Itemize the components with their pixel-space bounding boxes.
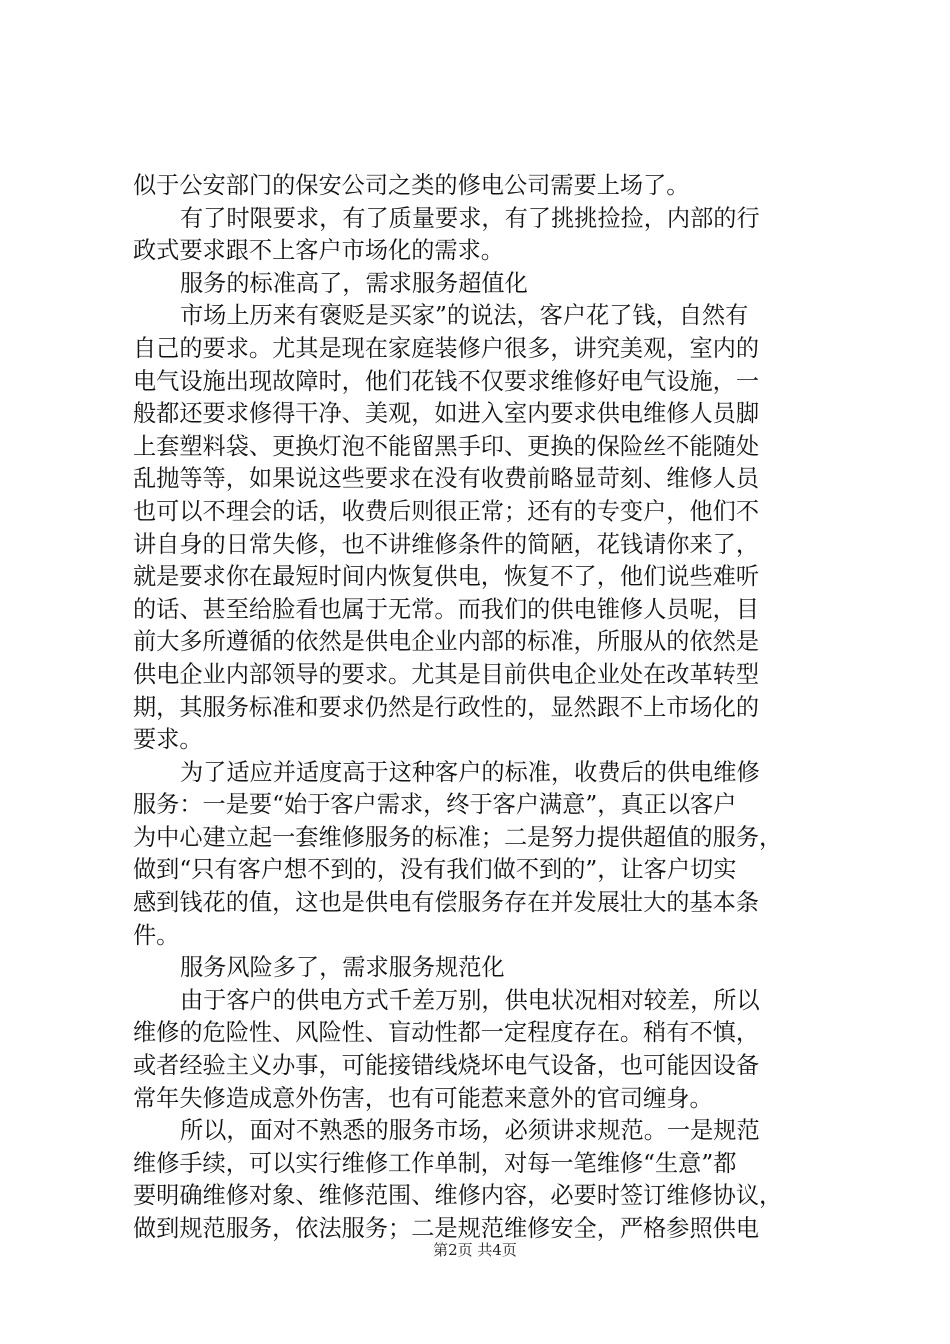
paragraph-line: 讲自身的日常失修，也不讲维修条件的简陋，花钱请你来了，	[133, 530, 760, 558]
paragraph-line: 要明确维修对象、维修范围、维修内容，必要时签订维修协议，	[133, 1182, 783, 1210]
paragraph-first-line: 市场上历来有褒贬是买家”的说法，客户花了钱，自然有	[180, 302, 749, 330]
paragraph-line: 感到钱花的值，这也是供电有偿服务存在并发展壮大的基本条	[133, 889, 760, 917]
paragraph-line: 的话、甚至给脸看也属于无常。而我们的供电锥修人员呢，目	[133, 595, 760, 623]
paragraph-line: 或者经验主义办事，可能接错线烧坏电气设备，也可能因设备	[133, 1052, 760, 1080]
paragraph-line: 上套塑料袋、更换灯泡不能留黑手印、更换的保险丝不能随处	[133, 432, 760, 460]
paragraph-line: 期，其服务标准和要求仍然是行政性的，显然跟不上市场化的	[133, 693, 760, 721]
paragraph-line: 常年失修造成意外伤害，也有可能惹来意外的官司缠身。	[133, 1084, 713, 1112]
paragraph-first-line: 由于客户的供电方式千差万别，供电状况相对较差，所以	[180, 986, 760, 1014]
paragraph-line: 做到“只有客户想不到的，没有我们做不到的”，让客户切实	[133, 856, 737, 884]
paragraph-first-line: 所以，面对不熟悉的服务市场，必须讲求规范。一是规范	[180, 1117, 760, 1145]
paragraph-line: 就是要求你在最短时间内恢复供电，恢复不了，他们说些难听	[133, 563, 760, 591]
paragraph-line: 电气设施出现故障时，他们花钱不仅要求维修好电气设施，一	[133, 367, 760, 395]
paragraph-first-line: 服务风险多了，需求服务规范化	[180, 954, 505, 982]
paragraph-line: 维修的危险性、风险性、盲动性都一定程度存在。稍有不慎，	[133, 1019, 760, 1047]
paragraph-line: 乱抛等等，如果说这些要求在没有收费前略显苛刻、维修人员	[133, 465, 760, 493]
paragraph-line: 为中心建立起一套维修服务的标准；二是努力提供超值的服务，	[133, 823, 783, 851]
paragraph-first-line: 有了时限要求，有了质量要求，有了挑挑捡捡，内部的行	[180, 204, 760, 232]
paragraph-line: 供电企业内部领导的要求。尤其是目前供电企业处在改革转型	[133, 660, 760, 688]
document-body	[133, 170, 833, 1246]
paragraph-line: 政式要求跟不上客户市场化的需求。	[133, 237, 504, 265]
paragraph-line: 要求。	[133, 726, 203, 754]
paragraph-line: 件。	[133, 921, 180, 949]
paragraph-first-line: 服务的标准高了，需求服务超值化	[180, 269, 528, 297]
paragraph-line: 前大多所遵循的依然是供电企业内部的标准，所服从的依然是	[133, 628, 760, 656]
paragraph-line: 也可以不理会的话，收费后则很正常；还有的专变户，他们不	[133, 497, 760, 525]
paragraph-line: 维修手续，可以实行维修工作单制，对每一笔维修“生意”都	[133, 1149, 737, 1177]
page-footer: 第2页 共4页	[433, 1241, 517, 1259]
paragraph-line: 似于公安部门的保安公司之类的修电公司需要上场了。	[133, 172, 690, 199]
paragraph-first-line: 为了适应并适度高于这种客户的标准，收费后的供电维修	[180, 758, 760, 786]
paragraph-line: 做到规范服务，依法服务；二是规范维修安全，严格参照供电	[133, 1215, 760, 1242]
paragraph-line: 自己的要求。尤其是现在家庭装修户很多，讲究美观，室内的	[133, 334, 760, 362]
paragraph-line: 般都还要求修得干净、美观，如进入室内要求供电维修人员脚	[133, 400, 760, 428]
paragraph-line: 服务：一是要“始于客户需求，终于客户满意”，真正以客户	[133, 791, 737, 819]
